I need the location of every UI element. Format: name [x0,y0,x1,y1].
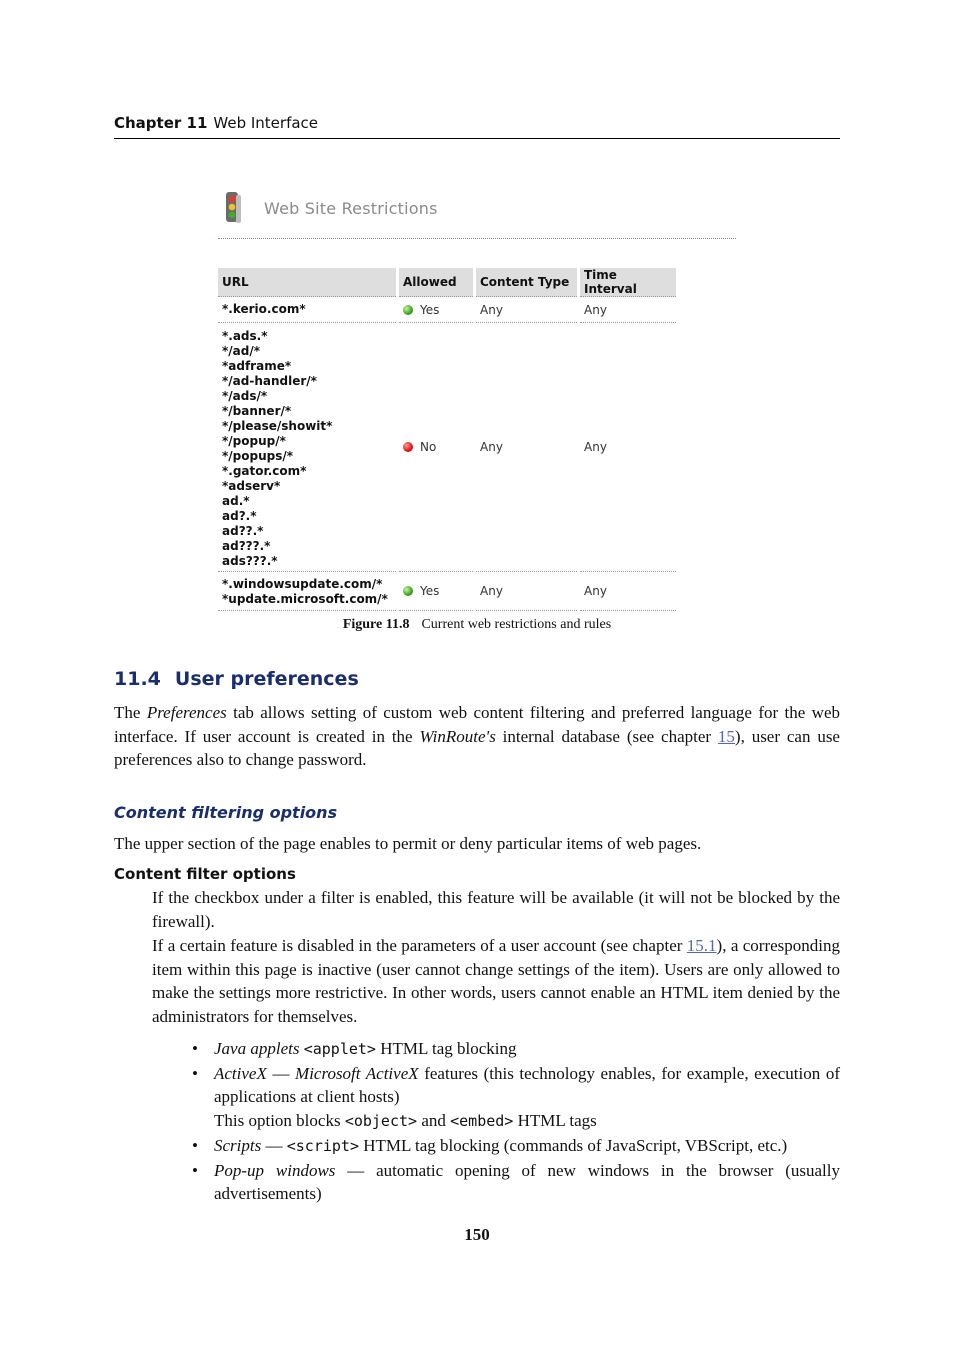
content-type-cell: Any [476,572,577,611]
table-row[interactable] [218,297,676,323]
table-row[interactable] [218,572,676,611]
figure-heading [218,188,738,228]
chapter-label: Chapter 11 [114,114,208,132]
url-text: */popups/* [222,449,294,463]
column-header-content-type[interactable]: Content Type [476,268,577,297]
url-text: ad???.* [222,539,271,553]
url-text: ad.* [222,494,250,508]
url-text: */banner/* [222,404,292,418]
chapter-link[interactable]: 15 [717,726,735,746]
url-text: *.gator.com* [222,464,307,478]
text-run: — automatic opening of new windows in the browser (usually advertisements) [214,1160,840,1204]
url-text: */ad-handler/* [222,374,317,388]
code-run: <script> [286,1136,359,1155]
time-interval-cell: Any [580,323,676,572]
text-run: HTML tag blocking (commands of JavaScript, VBScript, etc.) [358,1135,788,1155]
restrictions-table [215,268,679,611]
allowed-text: No [420,440,437,454]
code-run: <object> [344,1112,418,1131]
subsection-intro: The upper section of the page enables to permit or deny particular items of web pages. [114,834,702,853]
allowed-text: Yes [420,584,440,598]
text-run: and [417,1111,451,1131]
list-item [192,1159,840,1206]
url-text: *.kerio.com* [222,302,306,316]
section-paragraph [114,701,840,772]
content-type-cell: Any [476,323,577,572]
text-run: The [114,703,147,722]
chapter-link[interactable]: 15.1 [686,936,717,955]
figure-divider [218,238,736,239]
text-run: This option blocks [214,1111,345,1131]
text-run: If a certain feature is disabled in the parameters of a user account (see chapter [152,936,687,955]
allowed-text: Yes [420,302,440,317]
url-cell [218,323,396,572]
table-header-row [218,268,676,297]
section-title: User preferences [174,668,359,690]
figure-screenshot [218,188,738,239]
definition-paragraph: If the checkbox under a filter is enabled, this feature will be available (it will not be blocked by the firewall). [152,888,840,931]
definition-paragraph [152,934,840,1029]
list-item [192,1037,840,1062]
text-run: tab allows setting of custom web content filtering and preferred language for the web interface. If user account is created in the [114,703,840,746]
figure-caption-label: Figure 11.8 [342,617,410,632]
running-header [114,114,840,139]
list-item [192,1134,840,1159]
url-text: ads???.* [222,554,278,568]
definition-term: Content filter options [114,865,296,883]
url-text: ad??.* [222,524,264,538]
text-run-emphasis: Scripts [214,1135,262,1155]
url-text: *.windowsupdate.com/* [222,577,383,591]
text-run-emphasis: Pop-up windows [214,1160,336,1180]
subsection-heading: Content filtering options [114,803,338,822]
text-run: ), user can use preferences also to change password. [114,726,840,770]
column-header-url[interactable]: URL [218,268,396,297]
url-text: */ads/* [222,389,268,403]
text-run: HTML tag blocking [375,1039,517,1058]
figure-title: Web Site Restrictions [264,198,438,218]
section-heading [114,668,359,690]
time-interval-cell: Any [580,572,676,611]
allowed-status-icon [403,305,413,315]
url-cell [218,572,396,611]
list-item [192,1062,840,1134]
text-run: internal database (see chapter [495,726,718,746]
time-interval-cell: Any [580,297,676,323]
figure-caption [0,617,954,633]
text-run: — [266,1063,296,1083]
url-text: ad?.* [222,509,257,523]
section-number: 11.4 [114,668,161,690]
text-run: ), a corresponding item within this page is inactive (user cannot change settings of the item). Users are only allowed to make the settings more restrictive. In other words, users cannot enable an HTML item denied by the administrators for themselves. [152,936,840,1027]
allowed-cell [399,323,473,572]
table-row[interactable] [218,323,676,572]
text-run-emphasis: Microsoft ActiveX [295,1063,419,1083]
content-type-cell: Any [476,297,577,323]
text-run-emphasis: Preferences [146,703,227,722]
url-text: */please/showit* [222,419,333,433]
filter-options-list [192,1037,840,1206]
text-run: HTML tags [513,1111,597,1131]
url-text: */ad/* [222,344,261,358]
url-text: *adserv* [222,479,281,493]
url-text: *adframe* [222,359,292,373]
chapter-title: Web Interface [213,114,319,132]
url-text: */popup/* [222,434,286,448]
text-run: features (this technology enables, for example, execution of applications at client hosts) [214,1063,840,1107]
allowed-cell [399,572,473,611]
column-header-allowed[interactable]: Allowed [399,268,473,297]
allowed-cell [399,297,473,323]
text-run: — [261,1135,287,1155]
url-text: *.ads.* [222,329,268,343]
denied-status-icon [403,442,413,452]
code-run: <embed> [450,1112,514,1131]
page-number: 150 [464,1225,490,1244]
code-run: <applet> [303,1040,376,1058]
url-cell [218,297,396,323]
text-run-emphasis: Java applets [214,1039,300,1058]
figure-caption-text: Current web restrictions and rules [421,617,612,632]
text-run-emphasis: ActiveX [214,1063,267,1083]
url-text: *update.microsoft.com/* [222,592,388,606]
allowed-status-icon [403,586,413,596]
text-run-emphasis: WinRoute's [419,726,496,746]
column-header-time-interval[interactable]: Time Interval [580,268,676,297]
traffic-light-icon [222,191,244,225]
